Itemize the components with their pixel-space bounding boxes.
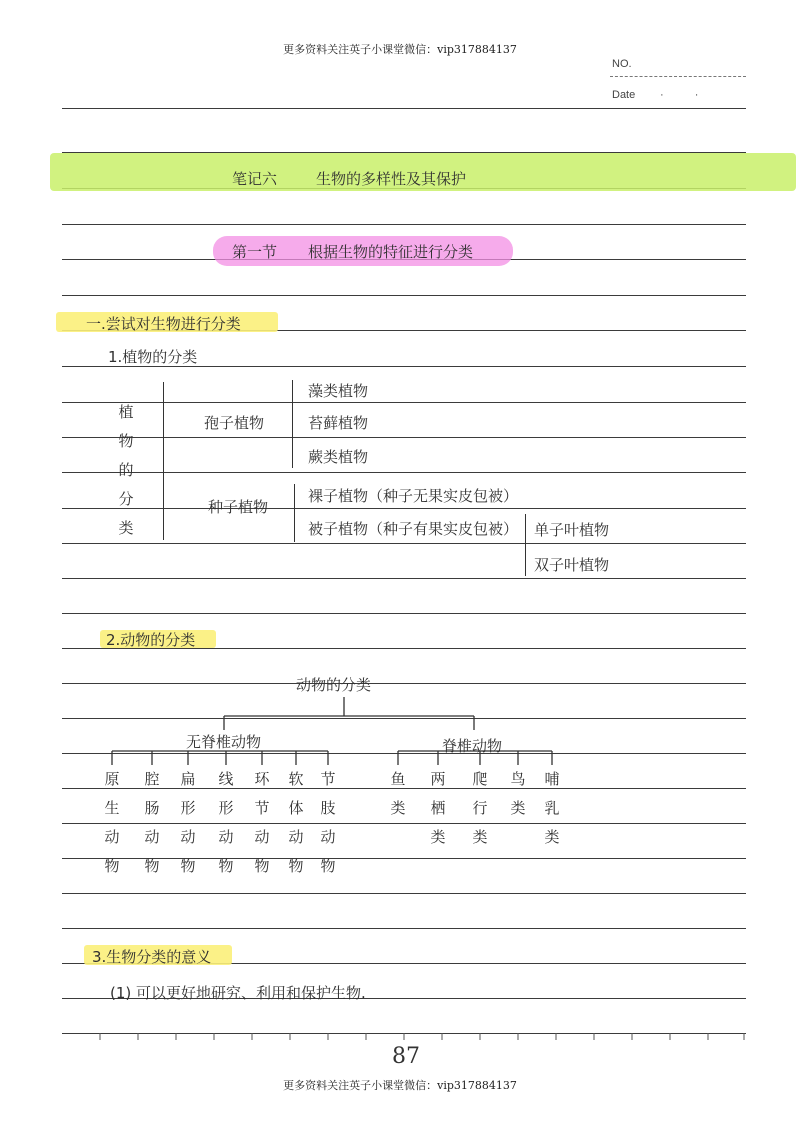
annelid-col: 环 节 动 物 — [254, 770, 270, 875]
reptile-col: 爬 行 类 — [472, 770, 488, 846]
angiosperms: 被子植物（种子有果实皮包被） — [308, 520, 519, 538]
section-title: 根据生物的特征进行分类 — [308, 243, 474, 261]
chapter-label: 笔记六 — [232, 170, 278, 188]
plant-subheading: 1.植物的分类 — [108, 348, 198, 366]
mammal-col: 哺 乳 类 — [544, 770, 560, 846]
plant-root-label: 植 物 的 分 类 — [118, 403, 134, 537]
invertebrates: 无脊椎动物 — [186, 733, 262, 751]
date-dots: · · — [660, 89, 713, 101]
gymnosperms: 裸子植物（种子无果实皮包被） — [308, 487, 519, 505]
fish-col: 鱼 类 — [390, 770, 406, 817]
bird-col: 鸟 类 — [510, 770, 526, 817]
animal-subheading: 2.动物的分类 — [106, 631, 196, 649]
section-label: 第一节 — [232, 243, 278, 261]
flatworm-col: 扁 形 动 物 — [180, 770, 196, 875]
seed-plants: 种子植物 — [208, 498, 269, 516]
amphibian-col: 两 栖 类 — [430, 770, 446, 846]
significance-subheading: 3.生物分类的意义 — [92, 948, 212, 966]
date-label: Date — [612, 89, 636, 101]
part1-heading: 一.尝试对生物进行分类 — [86, 315, 241, 333]
monocots: 单子叶植物 — [534, 521, 610, 539]
coelenterata-col: 腔 肠 动 物 — [144, 770, 160, 875]
vertebrates: 脊椎动物 — [442, 737, 503, 755]
protozoa-col: 原 生 动 物 — [104, 770, 120, 875]
dicots: 双子叶植物 — [534, 556, 610, 574]
moss-plants: 苔藓植物 — [308, 414, 369, 432]
chapter-title: 生物的多样性及其保护 — [316, 170, 467, 188]
spore-plants: 孢子植物 — [204, 414, 265, 432]
no-label: NO. — [612, 58, 632, 70]
roundworm-col: 线 形 动 物 — [218, 770, 234, 875]
mollusk-col: 软 体 动 物 — [288, 770, 304, 875]
significance-point-1: (1) 可以更好地研究、利用和保护生物. — [110, 984, 366, 1002]
watermark-bottom: 更多资料关注英子小课堂微信：vip317884137 — [283, 1079, 517, 1092]
animal-root: 动物的分类 — [296, 676, 372, 694]
arthropod-col: 节 肢 动 物 — [320, 770, 336, 875]
page-number: 87 — [392, 1044, 420, 1069]
watermark-top: 更多资料关注英子小课堂微信：vip317884137 — [283, 43, 517, 56]
algae-plants: 藻类植物 — [308, 382, 369, 400]
fern-plants: 蕨类植物 — [308, 448, 369, 466]
